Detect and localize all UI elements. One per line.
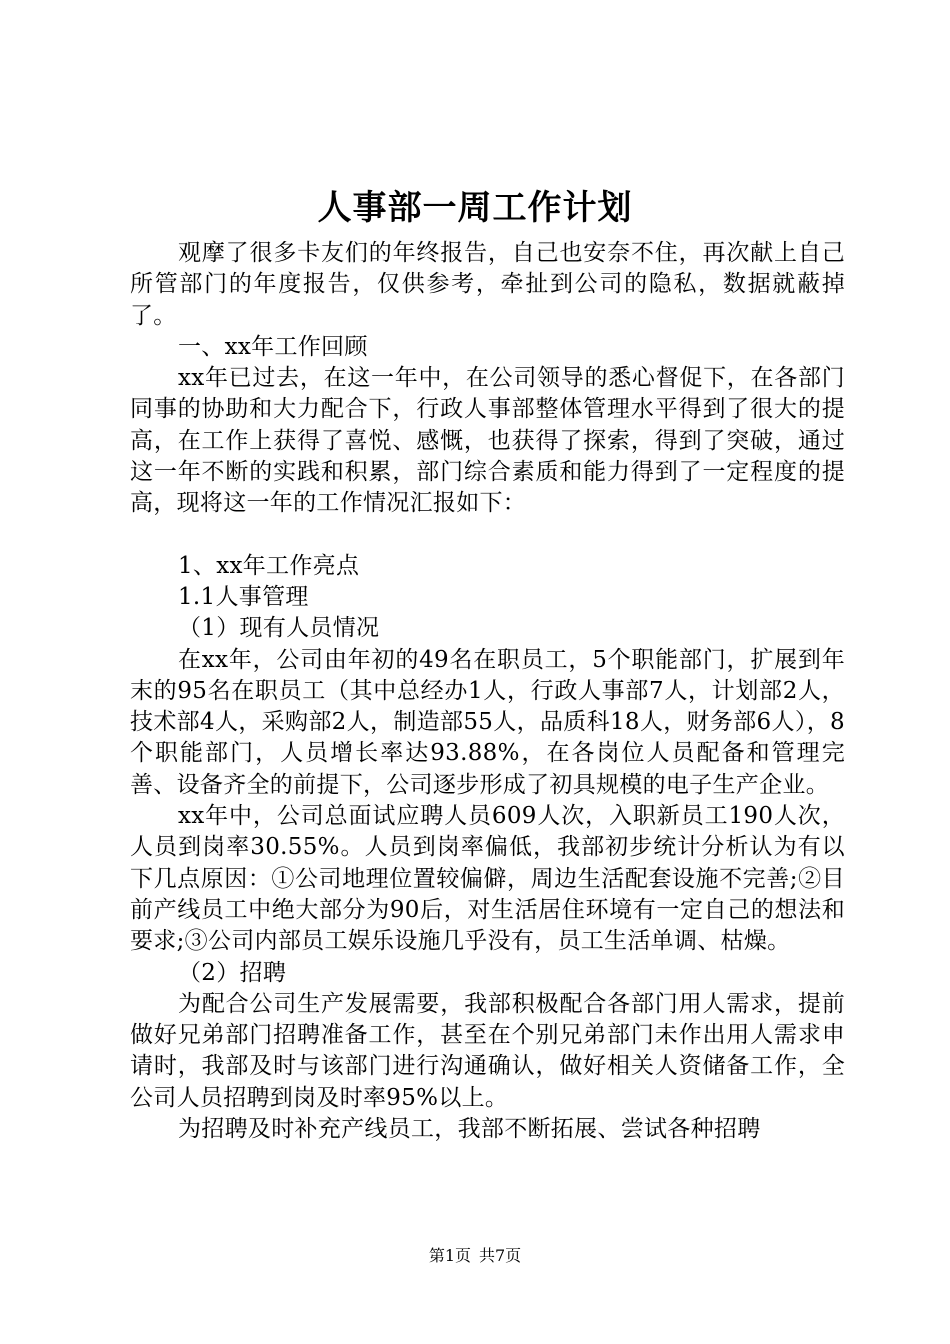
subsection-heading-hr: 1.1人事管理 [178, 583, 309, 610]
page-footer [0, 1243, 950, 1266]
paragraph-recruitment: 为配合公司生产发展需要，我部积极配合各部门用人需求，提前做好兄弟部门招聘准备工作，甚至在个别兄弟部门未作出用人需求申请时，我部及时与该部门进行沟通确认，做好相关人资储备工作，全公司人员招聘到岗及时率95%以上。 [130, 990, 845, 1111]
document-body [130, 238, 845, 1145]
page-number-total: 共7页 [479, 1246, 522, 1265]
paragraph-recruitment-channels: 为招聘及时补充产线员工，我部不断拓展、尝试各种招聘 [178, 1116, 761, 1143]
paragraph-review: xx年已过去，在这一年中，在公司领导的悉心督促下，在各部门同事的协助和大力配合下，行政人事部整体管理水平得到了很大的提高，在工作上获得了喜悦、感慨，也获得了探索，得到了突破，通过这一年不断的实践和积累，部门综合素质和能力得到了一定程度的提高，现将这一年的工作情况汇报如下： [130, 365, 845, 517]
subsection-heading-staff: （1）现有人员情况 [178, 615, 380, 642]
paragraph-interviews: xx年中，公司总面试应聘人员609人次，入职新员工190人次，人员到岗率30.55%。人员到岗率偏低，我部初步统计分析认为有以下几点原因：①公司地理位置较偏僻，周边生活配套设施不完善;②目前产线员工中绝大部分为90后，对生活居住环境有一定自己的想法和要求;③公司内部员工娱乐设施几乎没有，员工生活单调、枯燥。 [130, 803, 845, 955]
paragraph-staff: 在xx年，公司由年初的49名在职员工，5个职能部门，扩展到年末的95名在职员工（其中总经办1人，行政人事部7人，计划部2人，技术部4人，采购部2人，制造部55人，品质科18人，财务部6人），8个职能部门，人员增长率达93.88%，在各岗位人员配备和管理完善、设备齐全的前提下，公司逐步形成了初具规模的电子生产企业。 [130, 646, 845, 798]
document-title: 人事部一周工作计划 [317, 188, 633, 228]
page-number-current: 第1页 [428, 1246, 471, 1265]
section-heading-review: 一、xx年工作回顾 [178, 333, 368, 360]
paragraph-intro: 观摩了很多卡友们的年终报告，自己也安奈不住，再次献上自己所管部门的年度报告，仅供参考，牵扯到公司的隐私，数据就蔽掉了。 [130, 240, 845, 329]
subsection-heading-recruitment: （2）招聘 [178, 959, 287, 986]
section-heading-highlights: 1、xx年工作亮点 [178, 552, 360, 579]
